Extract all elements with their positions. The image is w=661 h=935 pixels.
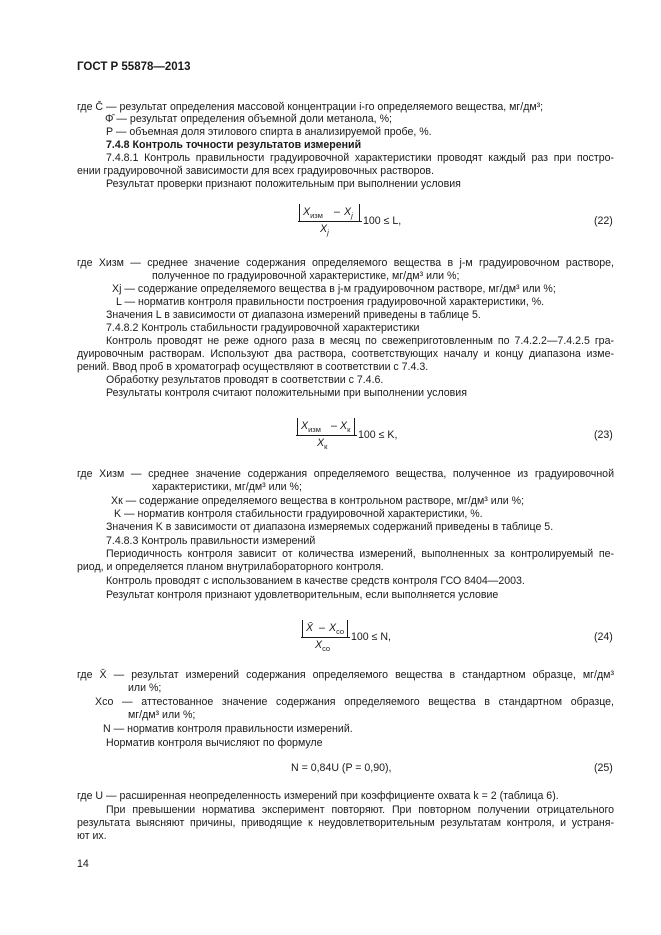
text-line: или %; [128, 682, 162, 694]
text-line: дуировочным растворам. Используют два раствора, соответствующих началу и концу диапазона изме- [77, 348, 614, 360]
text-line: N — норматив контроля правильности измерений. [103, 723, 353, 735]
text-line: где Xизм — среднее значение содержания определяемого вещества в j-м градуировочном растворе, [77, 257, 614, 269]
equation-number: (25) [594, 762, 613, 774]
text-line: характеристики, мг/дм³ или %; [152, 481, 302, 493]
equation-number: (23) [594, 429, 613, 441]
text-line: Обработку результатов проводят в соответствии с 7.4.6. [106, 374, 384, 386]
text-line: Результат проверки признают положительным при выполнении условия [106, 178, 461, 190]
document-header: ГОСТ Р 55878—2013 [77, 61, 191, 73]
text-line: риод, и определяется планом внутрилабораторного контроля. [77, 561, 384, 573]
text-line: Xj — содержание определяемого вещества в j-м градуировочном растворе, мг/дм³ или %; [112, 283, 556, 295]
equation-number: (22) [594, 215, 613, 227]
page-number: 14 [77, 858, 89, 870]
text-line: 7.4.8.1 Контроль правильности градуировочной характеристики проводят каждый раз при постро- [106, 152, 614, 164]
text-line: результата выясняют причины, приводящие к неудовлетворительным результатам контроля, и устраня- [77, 817, 614, 829]
section-heading: 7.4.8 Контроль точности результатов измерений [106, 139, 362, 151]
text-line: Xсо — аттестованное значение содержания определяемого вещества в стандартном образце, [95, 696, 614, 708]
text-line: Φ̄ — результат определения объемной доли метанола, %; [105, 113, 392, 125]
text-line: P — объемная доля этилового спирта в анализируемой пробе, %. [106, 126, 432, 138]
text-line: Результат контроля признают удовлетворительным, если выполняется условие [106, 589, 499, 601]
text-line: где U — расширенная неопределенность измерений при коэффициенте охвата k = 2 (таблица 6). [77, 790, 559, 802]
equation-number: (24) [594, 631, 613, 643]
text-line: Результаты контроля считают положительными при выполнении условия [106, 387, 467, 399]
text-line: Норматив контроля вычисляют по формуле [106, 737, 323, 749]
text-line: где C̄ — результат определения массовой концентрации i-го определяемого вещества, мг/дм³; [77, 101, 544, 113]
text-line: ении градуировочной зависимости для всех градуировочных растворов. [77, 165, 434, 177]
text-line: L — норматив контроля правильности построения градуировочной характеристики, %. [116, 296, 545, 308]
text-line: 7.4.8.2 Контроль стабильности градуировочной характеристики [106, 322, 420, 334]
text-line: 7.4.8.3 Контроль правильности измерений [106, 535, 316, 547]
text-line: Периодичность контроля зависит от количества измерений, выполненных за контролируемый пе- [106, 548, 614, 560]
text-line: где Xизм — среднее значение содержания определяемого вещества, полученное из градуировочной [77, 468, 614, 480]
text-line: ют их. [77, 830, 107, 842]
text-line: Контроль проводят с использованием в качестве средств контроля ГСО 8404—2003. [106, 575, 525, 587]
text-line: Xк — содержание определяемого вещества в контрольном растворе, мг/дм³ или %; [111, 495, 525, 507]
text-line: Значения K в зависимости от диапазона измеряемых содержаний приведены в таблице 5. [106, 521, 554, 533]
text-line: где X̄ — результат измерений содержания определяемого вещества в стандартном образце, мг/дм³ [77, 669, 614, 681]
text-line: Значения L в зависимости от диапазона измерений приведены в таблице 5. [106, 309, 481, 321]
text-line: мг/дм³ или %; [128, 709, 196, 721]
text-line: рений. Ввод проб в хроматограф осуществляют в соответствии с 7.4.3. [77, 361, 429, 373]
text-line: Контроль проводят не реже одного раза в месяц по свежеприготовленным по 7.4.2.2—7.4.2.5 гра- [106, 335, 614, 347]
text-line: полученное по градуировочной характеристике, мг/дм³ или %; [152, 270, 460, 282]
document-page: ГОСТ Р 55878—2013 где C̄ — результат определения массовой концентрации i-го определяемого вещества, мг/дм³; Φ̄ — результат определения объемной доли метанола, %; P — объемная доля этилового спирта в анализируемой пробе, %. 7.4.8 Контроль точности результатов измерений 7.4.8.1 Контроль правильности градуировочной характеристики проводят каждый раз при постро- ении градуировочной зависимости для всех градуировочных растворов. Результат проверки признают положительным при выполнении условия $X_{изм}$ – $X_j$ $X_j$ 100 ≤ L, (22) где Xизм — среднее значение содержания определяемого вещества в j-м градуировочном растворе, полученное по градуировочной характеристике, мг/дм³ или %; Xj — содержание определяемого вещества в j-м градуировочном растворе, мг/дм³ или %; L — норматив контроля правильности построения градуировочной характеристики, %. Значения L в зависимости от диапазона измерений приведены в таблице 5. 7.4.8.2 Контроль стабильности градуировочной характеристики Контроль проводят не реже одного раза в месяц по свежеприготовленным по 7.4.2.2—7.4.2.5 гра- дуировочным растворам. Используют два раствора, соответствующих началу и концу диапазона изме- рений. Ввод проб в хроматограф осуществляют в соответствии с 7.4.3. Обработку результатов проводят в соответствии с 7.4.6. Результаты контроля считают положительными при выполнении условия $X_{изм}$ – $X_к$ $X_к$ 100 ≤ K, (23) где Xизм — среднее значение содержания определяемого вещества, полученное из градуировочной характеристики, мг/дм³ или %; Xк — содержание определяемого вещества в контрольном растворе, мг/дм³ или %; K — норматив контроля стабильности градуировочной характеристики, %. Значения K в зависимости от диапазона измеряемых содержаний приведены в таблице 5. 7.4.8.3 Контроль правильности измерений Периодичность контроля зависит от количества измерений, выполненных за контролируемый пе- риод, и определяется планом внутрилабораторного контроля. Контроль проводят с использованием в качестве средств контроля ГСО 8404—2003. Результат контроля признают удовлетворительным, если выполняется условие X̄ – $X_{со}$ $X_{со}$ 100 ≤ N, (24) где X̄ — результат измерений содержания определяемого вещества в стандартном образце, мг/дм³ или %; Xсо — аттестованное значение содержания определяемого вещества в стандартном образце, мг/дм³ или %; N — норматив контроля правильности измерений. Норматив контроля вычисляют по формуле N = 0,84U (P = 0,90), (25) где U — расширенная неопределенность измерений при коэффициенте охвата k = 2 (таблица 6). При превышении норматива эксперимент повторяют. При повторном получении отрицательного результата выясняют причины, приводящие к неудовлетворительным результатам контроля, и устраня- ют их. 14 [77, 61, 614, 870]
text-line: При превышении норматива эксперимент повторяют. При повторном получении отрицательного [106, 804, 614, 816]
text-line: K — норматив контроля стабильности градуировочной характеристики, %. [114, 508, 483, 520]
